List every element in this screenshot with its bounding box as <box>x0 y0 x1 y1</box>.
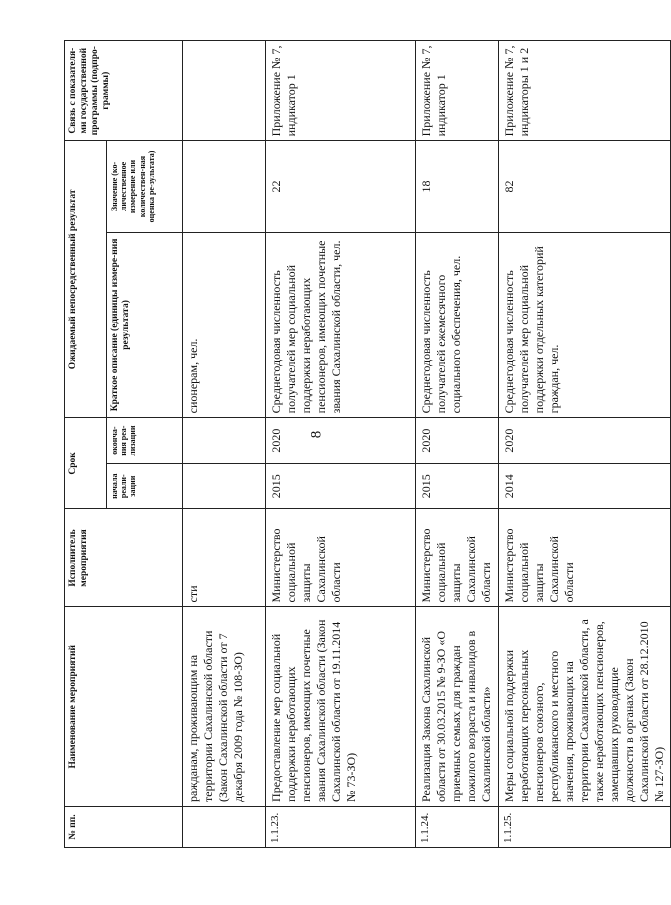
row-link: Приложение № 7, индикатор 1 <box>266 41 416 141</box>
header-executor: Исполнитель мероприятия <box>65 509 183 607</box>
page-number: 8 <box>308 430 325 439</box>
header-row-1 <box>65 41 107 848</box>
row-value: 82 <box>499 141 671 232</box>
row-end <box>183 418 266 464</box>
row-end: 2020 <box>499 418 671 464</box>
row-start: 2014 <box>499 463 671 509</box>
row-link: Приложение № 7, индикаторы 1 и 2 <box>499 41 671 141</box>
row-num <box>183 806 266 847</box>
row-name: Предоставление мер социальной поддержки неработающих пенсионеров, имеющих почетные звания Сахалинской области (Закон Сахалинской области от 19.11.2014 № 73-ЗО) <box>266 607 416 806</box>
header-result: Ожидаемый непосредственный результат <box>65 141 107 418</box>
row-value: 22 <box>266 141 416 232</box>
row-executor: сти <box>183 509 266 607</box>
row-start: 2015 <box>266 463 416 509</box>
row-desc: сионерам, чел. <box>183 232 266 418</box>
table-row <box>416 41 499 848</box>
row-value: 18 <box>416 141 499 232</box>
row-executor: Министерство социальной защиты Сахалинской области <box>416 509 499 607</box>
table-row <box>183 41 266 848</box>
row-start <box>183 463 266 509</box>
row-executor: Министерство социальной защиты Сахалинской области <box>266 509 416 607</box>
row-end: 2020 <box>416 418 499 464</box>
row-num: 1.1.25. <box>499 806 671 847</box>
row-desc: Среднегодовая численность получателей мер социальной поддержки отдельных категорий граждан, чел. <box>499 232 671 418</box>
header-name: Наименование мероприятий <box>65 607 183 806</box>
measures-table-wrapper <box>64 40 666 848</box>
row-start: 2015 <box>416 463 499 509</box>
row-name: ражданам, проживающим на территории Сахалинской области (Закон Сахалинской области от 7 декабря 2009 года № 108-ЗО) <box>183 607 266 806</box>
header-term-end: оконча-ния реа-лизации <box>107 418 183 464</box>
row-desc: Среднегодовая численность получателей ежемесячного социального обеспечения, чел. <box>416 232 499 418</box>
row-num: 1.1.23. <box>266 806 416 847</box>
header-term-start: начала реали-зации <box>107 463 183 509</box>
header-num: № пп. <box>65 806 183 847</box>
header-result-value: Значение (ко-личественное измерение или количествен-ная оценка ре-зультата) <box>107 141 183 232</box>
measures-table <box>64 40 671 848</box>
row-executor: Министерство социальной защиты Сахалинской области <box>499 509 671 607</box>
row-link <box>183 41 266 141</box>
row-end: 2020 <box>266 418 416 464</box>
row-name: Реализация Закона Сахалинской области от 30.03.2015 № 9-ЗО «О приемных семьях для граждан пожилого возраста и инвалидов в Сахалинской области» <box>416 607 499 806</box>
row-num: 1.1.24. <box>416 806 499 847</box>
header-result-desc: Краткое описание (единицы измере-ния результата) <box>107 232 183 418</box>
row-link: Приложение № 7, индикатор 1 <box>416 41 499 141</box>
row-value <box>183 141 266 232</box>
row-name: Меры социальной поддержки неработающих персональных пенсионеров союзного, республиканского и местного значения, проживающих на территории Сахалинской области, а также неработающих пенсионеров, замещавших руководящие должности в органах (Закон Сахалинской области от 28.12.2010 № 127-ЗО) <box>499 607 671 806</box>
header-term: Срок <box>65 418 107 509</box>
table-row <box>499 41 671 848</box>
table-row <box>266 41 416 848</box>
row-desc: Среднегодовая численность получателей мер социальной поддержки неработающих пенсионеров, имеющих почетные звания Сахалинской области, чел. <box>266 232 416 418</box>
header-link: Связь с показателя-ми государственной программы (подпро-граммы) <box>65 41 183 141</box>
